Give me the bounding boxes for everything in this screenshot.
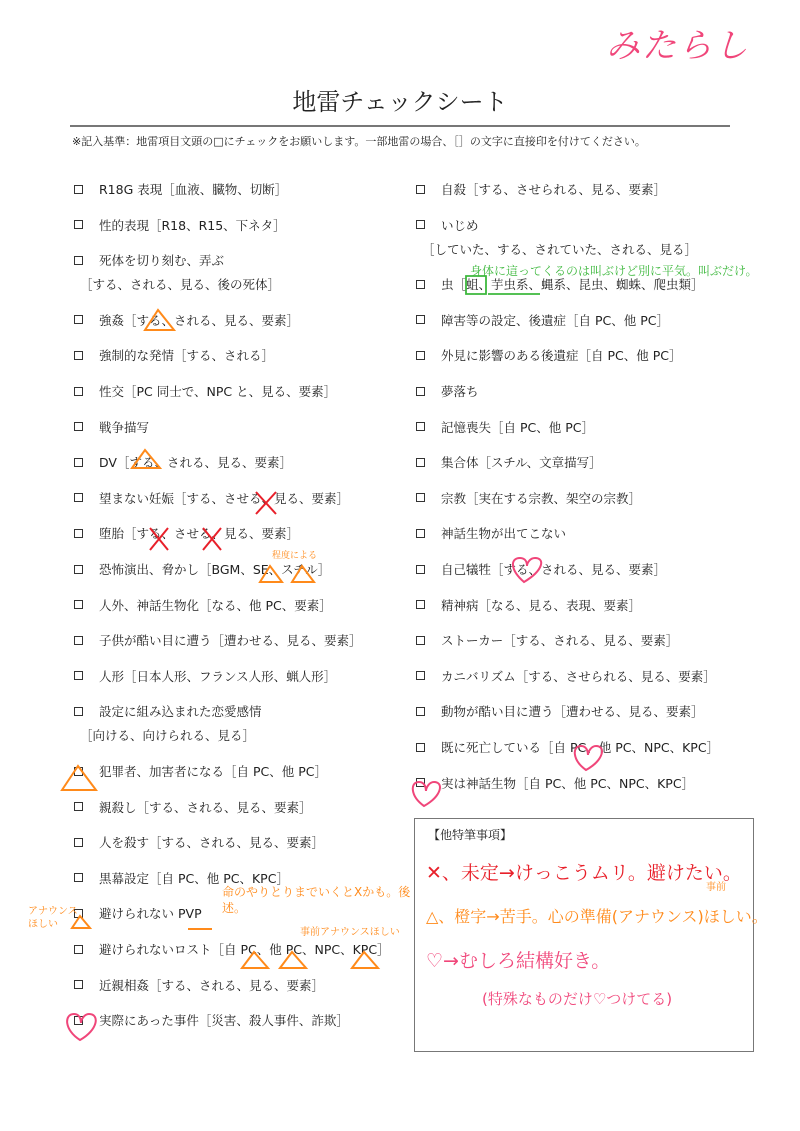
checkbox[interactable] xyxy=(416,565,425,574)
checklist-item xyxy=(416,631,678,649)
checklist-item-label: 性的表現［R18、R15、下ネタ］ xyxy=(99,217,286,233)
pvp-annotation: 命のやりとりまでいくとXかも。後述。 xyxy=(222,885,411,915)
checklist-item xyxy=(74,453,292,471)
checklist-item-label: 死体を切り刻む、弄ぶ xyxy=(99,253,225,269)
checklist-item xyxy=(416,489,641,507)
checklist-item xyxy=(416,418,594,436)
checklist-item-label: 障害等の設定、後遺症［自 PC、他 PC］ xyxy=(441,312,669,328)
checklist-item-label: 人を殺す［する、される、見る、要素］ xyxy=(99,835,325,851)
checkbox[interactable] xyxy=(416,671,425,680)
checklist-item-label: 強制的な発情［する、される］ xyxy=(99,348,275,364)
checklist-item xyxy=(416,774,694,792)
checklist-item xyxy=(416,180,666,198)
checklist-item xyxy=(74,631,362,649)
checkbox[interactable] xyxy=(74,565,83,574)
checklist-item xyxy=(416,216,479,234)
checklist-item-label: 子供が酷い目に遭う［遭わせる、見る、要素］ xyxy=(99,633,362,649)
checklist-item xyxy=(74,418,149,436)
notes-box xyxy=(414,818,754,1052)
notes-line-special: (特殊なものだけ♡つけてる) xyxy=(482,990,673,1008)
notes-heading: 【他特筆事項】 xyxy=(428,828,513,842)
checklist-item xyxy=(416,560,666,578)
checkbox[interactable] xyxy=(74,945,83,954)
checklist-item-label: 犯罪者、加害者になる［自 PC、他 PC］ xyxy=(99,764,327,779)
checklist-item-label: いじめ xyxy=(441,217,479,233)
checkbox[interactable] xyxy=(416,707,425,716)
checklist-item-label: 避けられないロスト［自 PC、他 PC、NPC、KPC］ xyxy=(99,942,390,957)
checklist-item-label: 精神病［なる、見る、表現、要素］ xyxy=(441,597,642,613)
checklist-item-continuation: ［していた、する、されていた、される、見る］ xyxy=(422,241,698,257)
checkbox[interactable] xyxy=(74,387,83,396)
checkbox[interactable] xyxy=(416,743,425,752)
checklist-item xyxy=(74,762,327,780)
checklist-item xyxy=(74,976,324,994)
checklist-item-label: ストーカー［する、される、見る、要素］ xyxy=(441,633,679,649)
checklist-item xyxy=(416,596,641,614)
checkbox[interactable] xyxy=(74,351,83,360)
checklist-item-label: 強姦［する、される、見る、要素］ xyxy=(99,312,300,328)
checklist-item-label: 自殺［する、させられる、見る、要素］ xyxy=(441,182,667,197)
notes-line-cross: ✕、未定→けっこうムリ。避けたい。 xyxy=(426,862,742,884)
signature: みたらし xyxy=(606,26,750,66)
checklist-item xyxy=(416,702,704,720)
checkbox[interactable] xyxy=(74,838,83,847)
checklist-item-label: 夢落ち xyxy=(441,384,479,399)
checklist-item-label: 神話生物が出てこない xyxy=(441,526,567,542)
checklist-item-label: 避けられない PVP xyxy=(99,906,202,922)
checkbox[interactable] xyxy=(416,636,425,645)
checklist-item-label: R18G 表現［血液、臓物、切断］ xyxy=(99,182,288,197)
checkbox[interactable] xyxy=(74,185,83,194)
checklist-item-label: 黒幕設定［自 PC、他 PC、KPC］ xyxy=(99,870,289,886)
checklist-item-label: 望まない妊娠［する、させる、見る、要素］ xyxy=(99,490,350,506)
checklist-item xyxy=(74,667,336,685)
instruction-note: ※記入基準：地雷項目文頭の□にチェックをお願いします。一部地雷の場合、［］の文字に直接印を付けてください。 xyxy=(72,135,646,148)
checklist-item xyxy=(416,311,669,329)
checklist-item xyxy=(74,251,224,269)
checklist-item xyxy=(74,311,299,329)
checkbox[interactable] xyxy=(74,529,83,538)
checklist-item xyxy=(416,667,716,685)
checklist-item-label: 集合体［スチル、文章描写］ xyxy=(441,455,602,471)
checkbox[interactable] xyxy=(416,351,425,360)
checkbox[interactable] xyxy=(74,220,83,229)
checkbox[interactable] xyxy=(416,280,425,289)
checklist-item xyxy=(74,596,332,614)
checkbox[interactable] xyxy=(416,422,425,431)
checklist-item-label: 堕胎［する、させる、見る、要素］ xyxy=(99,526,300,542)
checkbox[interactable] xyxy=(416,600,425,609)
checkbox[interactable] xyxy=(74,802,83,811)
page-title: 地雷チェックシート xyxy=(292,88,508,116)
checklist-item-label: 恐怖演出、脅かし［BGM、SE、スチル］ xyxy=(99,562,331,577)
checklist-item xyxy=(74,1011,349,1029)
checkbox[interactable] xyxy=(74,873,83,882)
notes-line-advance: 事前 xyxy=(706,882,726,893)
checkbox[interactable] xyxy=(74,1016,83,1025)
checklist-item-label: 性交［PC 同士で、NPC と、見る、要素］ xyxy=(99,384,337,399)
checklist-item-label: 自己犠牲［する、される、見る、要素］ xyxy=(441,562,667,577)
checklist-item xyxy=(74,798,312,816)
checklist-item-label: 近親相姦［する、される、見る、要素］ xyxy=(99,977,325,993)
announce-right-annotation: 事前アナウンスほしい xyxy=(300,927,400,938)
checklist-item xyxy=(74,702,262,720)
checklist-item xyxy=(416,382,479,400)
checklist-item xyxy=(74,524,299,542)
notes-line-heart: ♡→むしろ結構好き。 xyxy=(426,950,611,972)
checklist-item xyxy=(74,346,274,364)
checkbox[interactable] xyxy=(74,636,83,645)
checklist-item xyxy=(74,940,390,958)
checkbox[interactable] xyxy=(416,778,425,787)
checkbox[interactable] xyxy=(74,707,83,716)
notes-line-triangle: △、橙字→苦手。心の準備(アナウンス)ほしい。 xyxy=(426,907,768,926)
checkbox[interactable] xyxy=(74,315,83,324)
checklist-item xyxy=(74,180,287,198)
fear-annotation: 程度による xyxy=(272,551,318,561)
checkbox[interactable] xyxy=(416,458,425,467)
checklist-item-label: DV［する、される、見る、要素］ xyxy=(99,455,292,471)
checklist-item-continuation: ［向ける、向けられる、見る］ xyxy=(80,728,256,744)
checklist-item xyxy=(74,489,349,507)
checkbox[interactable] xyxy=(74,767,83,776)
checklist-item-label: カニバリズム［する、させられる、見る、要素］ xyxy=(441,668,716,684)
checkbox[interactable] xyxy=(74,980,83,989)
checklist-item xyxy=(416,738,719,756)
checkbox[interactable] xyxy=(74,458,83,467)
checklist-item-label: 宗教［実在する宗教、架空の宗教］ xyxy=(441,490,642,506)
title-underline xyxy=(70,125,730,127)
checkbox[interactable] xyxy=(74,256,83,265)
checklist-item xyxy=(416,346,681,364)
checklist-item-label: 人外、神話生物化［なる、他 PC、要素］ xyxy=(99,597,332,613)
checklist-item xyxy=(74,216,286,234)
checklist-item xyxy=(74,904,202,922)
checklist-item-label: 親殺し［する、される、見る、要素］ xyxy=(99,799,312,815)
checkbox[interactable] xyxy=(416,220,425,229)
checklist-item-label: 虫［蛆、芋虫系、蝿系、昆虫、蜘蛛、爬虫類］ xyxy=(441,277,704,293)
checklist-item-label: 既に死亡している［自 PC、他 PC、NPC、KPC］ xyxy=(441,740,720,755)
checklist-item xyxy=(74,560,330,578)
checklist-item xyxy=(416,453,602,471)
checkbox[interactable] xyxy=(416,529,425,538)
insect-annotation: 身体に這ってくるのは叫ぶけど別に平気。叫ぶだけ。 xyxy=(470,264,758,278)
checkbox[interactable] xyxy=(416,493,425,502)
checklist-item-label: 外見に影響のある後遺症［自 PC、他 PC］ xyxy=(441,348,682,364)
checkbox[interactable] xyxy=(74,422,83,431)
checkbox[interactable] xyxy=(74,671,83,680)
checklist-item-label: 記憶喪失［自 PC、他 PC］ xyxy=(441,419,594,435)
announce-left-annotation: アナウンスほしい xyxy=(28,906,78,930)
checkbox[interactable] xyxy=(74,600,83,609)
checklist-item-label: 設定に組み込まれた恋愛感情 xyxy=(99,704,262,720)
checklist-item xyxy=(416,524,566,542)
checkbox[interactable] xyxy=(416,185,425,194)
checklist-item-label: 人形［日本人形、フランス人形、蝋人形］ xyxy=(99,668,337,684)
checklist-item-label: 実は神話生物［自 PC、他 PC、NPC、KPC］ xyxy=(441,775,695,791)
checklist-item-label: 戦争描写 xyxy=(99,419,150,435)
checklist-item-label: 実際にあった事件［災害、殺人事件、詐欺］ xyxy=(99,1013,349,1029)
checkbox[interactable] xyxy=(74,493,83,502)
checklist-item-label: 動物が酷い目に遭う［遭わせる、見る、要素］ xyxy=(441,704,704,720)
checkbox[interactable] xyxy=(416,387,425,396)
checklist-item xyxy=(74,382,336,400)
checkbox[interactable] xyxy=(416,315,425,324)
checklist-item xyxy=(74,833,324,851)
checklist-item-continuation: ［する、される、見る、後の死体］ xyxy=(80,277,281,293)
